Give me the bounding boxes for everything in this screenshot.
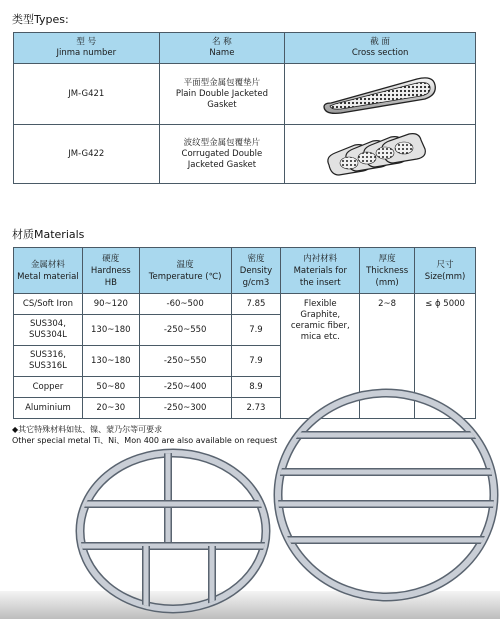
header-cross-section xyxy=(285,33,476,64)
note-en: Other special metal Ti、Ni、Mon 400 are also available on request xyxy=(12,436,278,445)
metal-cell: Aluminium xyxy=(14,398,83,419)
density-cell: 7.85 xyxy=(231,294,281,315)
header-en: Temperature (℃) xyxy=(148,271,222,282)
hardness-cell: 130~180 xyxy=(82,315,139,346)
metal-line: SUS316L xyxy=(28,361,67,371)
type-name-cn: 平面型金属包覆垫片 xyxy=(183,77,261,88)
header-cn: 密度 xyxy=(247,253,265,264)
type-cross-section xyxy=(285,64,476,125)
type-name xyxy=(159,64,285,125)
header-en: Materials for xyxy=(293,265,347,276)
type-name-en-line: Jacketed Gasket xyxy=(187,159,257,170)
type-name-en-line: Corrugated Double xyxy=(181,148,263,159)
header-en: the insert xyxy=(299,277,341,288)
gasket-photo xyxy=(0,380,500,619)
plain-jacket-cross-section-icon xyxy=(319,73,441,115)
temperature-cell: -250~300 xyxy=(139,398,231,419)
insert-line: ceramic fiber, xyxy=(290,321,350,331)
header-hardness xyxy=(82,248,139,294)
density-cell: 7.9 xyxy=(231,346,281,377)
materials-header-row xyxy=(14,248,476,294)
header-temperature xyxy=(139,248,231,294)
header-en: Metal material xyxy=(17,271,79,282)
header-en: Hardness xyxy=(90,265,131,276)
types-section-title: 类型Types: xyxy=(12,13,69,26)
header-en: HB xyxy=(104,277,117,288)
header-thickness xyxy=(360,248,415,294)
density-cell: 2.73 xyxy=(231,398,281,419)
size-cell: ≤ ϕ 5000 xyxy=(415,294,476,419)
hardness-cell: 50~80 xyxy=(82,377,139,398)
header-en: Density xyxy=(239,265,273,276)
header-density xyxy=(231,248,281,294)
type-cross-section xyxy=(285,125,476,184)
temperature-cell: -250~550 xyxy=(139,315,231,346)
metal-cell xyxy=(14,315,83,346)
types-header-row xyxy=(14,33,476,64)
header-metal-material xyxy=(14,248,83,294)
density-cell: 7.9 xyxy=(231,315,281,346)
header-cn: 温度 xyxy=(176,259,194,270)
type-name xyxy=(159,125,285,184)
density-cell: 8.9 xyxy=(231,377,281,398)
header-en: Size(mm) xyxy=(424,271,466,282)
header-size xyxy=(415,248,476,294)
header-cn: 硬度 xyxy=(102,253,120,264)
temperature-cell: -250~400 xyxy=(139,377,231,398)
hardness-cell: 20~30 xyxy=(82,398,139,419)
corrugated-jacket-cross-section-icon xyxy=(321,131,439,177)
metal-line: SUS316, xyxy=(29,350,66,360)
insert-line: Flexible xyxy=(303,299,337,309)
insert-line: mica etc. xyxy=(300,332,340,342)
metal-line: SUS304, xyxy=(29,319,66,329)
header-cn: 名 称 xyxy=(212,37,232,47)
header-insert-material xyxy=(281,248,360,294)
header-en: Name xyxy=(209,48,235,58)
header-en: Jinma number xyxy=(56,48,117,58)
table-row xyxy=(14,125,476,184)
header-cn: 厚度 xyxy=(378,253,396,264)
header-jinma-number xyxy=(14,33,160,64)
temperature-cell: -60~500 xyxy=(139,294,231,315)
insert-line: Graphite, xyxy=(300,310,341,320)
thickness-cell: 2~8 xyxy=(360,294,415,419)
header-cn: 金属材料 xyxy=(30,259,65,270)
type-number: JM-G421 xyxy=(14,64,160,125)
note-cn: ◆其它特殊材料如钛、镍、蒙乃尔等可要求 xyxy=(12,425,163,434)
table-row xyxy=(14,64,476,125)
header-cn: 内衬材料 xyxy=(303,253,338,264)
metal-line: SUS304L xyxy=(28,330,67,340)
header-en: Thickness xyxy=(366,265,409,276)
metal-cell xyxy=(14,346,83,377)
special-metal-note xyxy=(12,424,277,446)
type-name-cn: 波纹型金属包覆垫片 xyxy=(183,137,261,148)
gasket-left xyxy=(80,453,266,609)
header-cn: 截 面 xyxy=(370,37,390,47)
header-en: g/cm3 xyxy=(242,277,270,288)
hardness-cell: 130~180 xyxy=(82,346,139,377)
gasket-right xyxy=(270,393,500,597)
header-cn: 尺寸 xyxy=(436,259,454,270)
materials-section-title: 材质Materials xyxy=(12,228,85,241)
type-name-en-line: Plain Double Jacketed xyxy=(175,88,268,99)
metal-cell: Copper xyxy=(14,377,83,398)
hardness-cell: 90~120 xyxy=(82,294,139,315)
header-cn: 型 号 xyxy=(76,37,97,47)
header-en: Cross section xyxy=(351,48,409,58)
type-name-en-line: Gasket xyxy=(207,99,237,110)
metal-cell: CS/Soft Iron xyxy=(14,294,83,315)
types-table xyxy=(13,32,476,184)
type-number: JM-G422 xyxy=(14,125,160,184)
header-en: (mm) xyxy=(375,277,399,288)
temperature-cell: -250~550 xyxy=(139,346,231,377)
header-name xyxy=(159,33,285,64)
table-row xyxy=(14,294,476,315)
